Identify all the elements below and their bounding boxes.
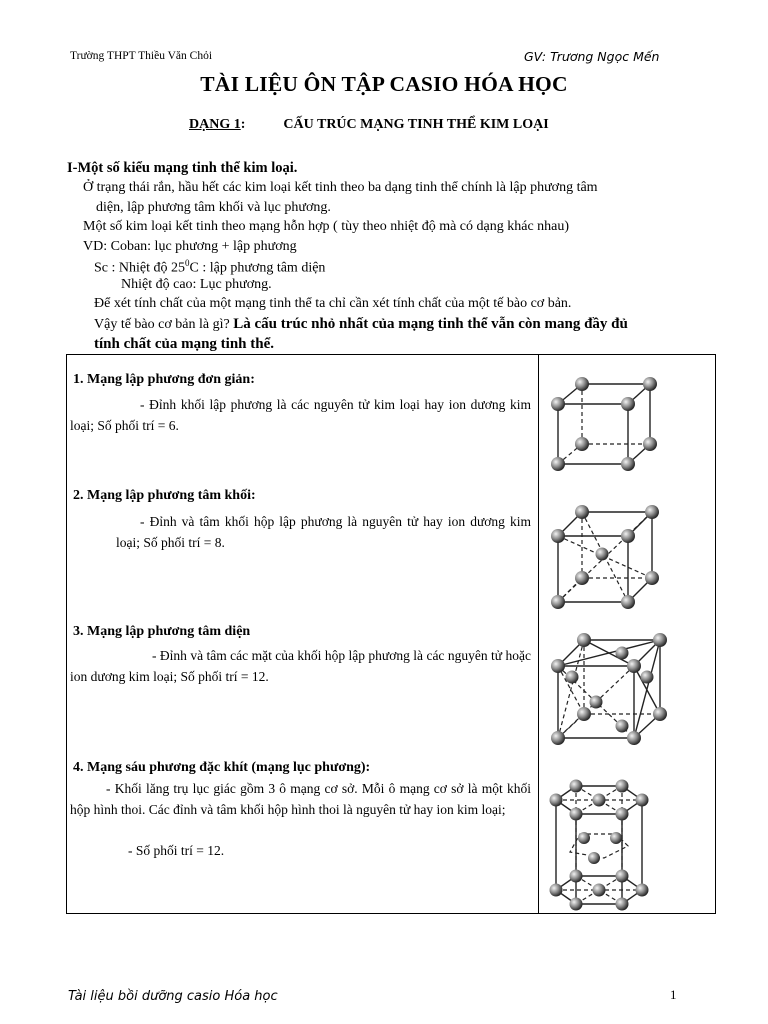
item-2-text: - Đỉnh và tâm khối hộp lập phương là nguyên tử hay ion dương kim loại; Số phối trí = 8. — [116, 514, 531, 550]
subtitle-text: CẤU TRÚC MẠNG TINH THỂ KIM LOẠI — [283, 117, 549, 132]
sc-sup: 0 — [185, 258, 190, 268]
item-4-text: - Khối lăng trụ lục giác gồm 3 ô mạng cơ sở. Mỗi ô mạng cơ sở là một khối hộp hình thoi. Các đỉnh và tâm khối hộp hình thoi là nguyên tử hay ion kim loại; — [70, 781, 531, 817]
fcc-figure — [540, 624, 716, 750]
bcc-figure — [540, 492, 716, 617]
item-3-title: 3. Mạng lập phương tâm diện — [73, 624, 251, 639]
section-line-question — [94, 316, 628, 333]
section-line-2: diện, lập phương tâm khối và lục phương. — [96, 200, 331, 215]
simple-cubic-figure — [540, 362, 716, 482]
item-2-title: 2. Mạng lập phương tâm khối: — [73, 488, 256, 503]
answer-text-2: tính chất của mạng tinh thể. — [94, 336, 275, 352]
section-heading: I-Một số kiểu mạng tinh thể kim loại. — [67, 160, 298, 176]
answer-text-1: Là cấu trúc nhỏ nhất của mạng tinh thể vẫn còn mang đầy đủ — [233, 316, 628, 332]
section-line-6: Để xét tính chất của một mạng tinh thể ta chỉ cần xét tính chất của một tế bào cơ bản. — [94, 296, 572, 311]
section-line-1: Ở trạng thái rắn, hầu hết các kim loại kết tinh theo ba dạng tinh thể chính là lập phương tâm — [83, 180, 598, 195]
table-divider — [538, 354, 539, 914]
subtitle-label: DẠNG 1 — [189, 117, 241, 132]
sc-suffix: C : lập phương tâm diện — [189, 260, 326, 276]
hcp-figure — [540, 772, 716, 912]
school-name: Trường THPT Thiều Văn Chỏi — [70, 50, 213, 62]
item-1-title: 1. Mạng lập phương đơn giản: — [73, 372, 255, 387]
subtitle — [189, 117, 549, 133]
sc-prefix: Sc : Nhiệt độ 25 — [94, 260, 185, 276]
section-line-sc — [94, 258, 325, 277]
teacher-name: GV: Trương Ngọc Mến — [524, 49, 660, 64]
subtitle-colon: : — [240, 117, 246, 132]
section-line-5: Nhiệt độ cao: Lục phương. — [121, 277, 272, 292]
section-line-4: VD: Coban: lục phương + lập phương — [83, 239, 297, 254]
item-4-text-2: - Số phối trí = 12. — [128, 843, 225, 858]
page-number: 1 — [670, 987, 677, 1002]
section-line-3: Một số kim loại kết tinh theo mạng hỗn hợp ( tùy theo nhiệt độ mà có dạng khác nhau) — [83, 219, 570, 234]
question-text: Vậy tế bào cơ bản là gì? — [94, 317, 230, 332]
document-title: TÀI LIỆU ÔN TẬP CASIO HÓA HỌC — [200, 72, 568, 96]
item-4-title: 4. Mạng sáu phương đặc khít (mạng lục phương): — [73, 760, 371, 775]
footer-title: Tài liệu bồi dưỡng casio Hóa học — [68, 989, 278, 1004]
item-3-text: - Đỉnh và tâm các mặt của khối hộp lập phương là các nguyên tử hoặc ion dương kim loại; Số phối trí = 12. — [70, 648, 531, 684]
item-1-text: - Đỉnh khối lập phương là các nguyên tử kim loại hay ion dương kim loại; Số phối trí = 6. — [70, 397, 531, 433]
